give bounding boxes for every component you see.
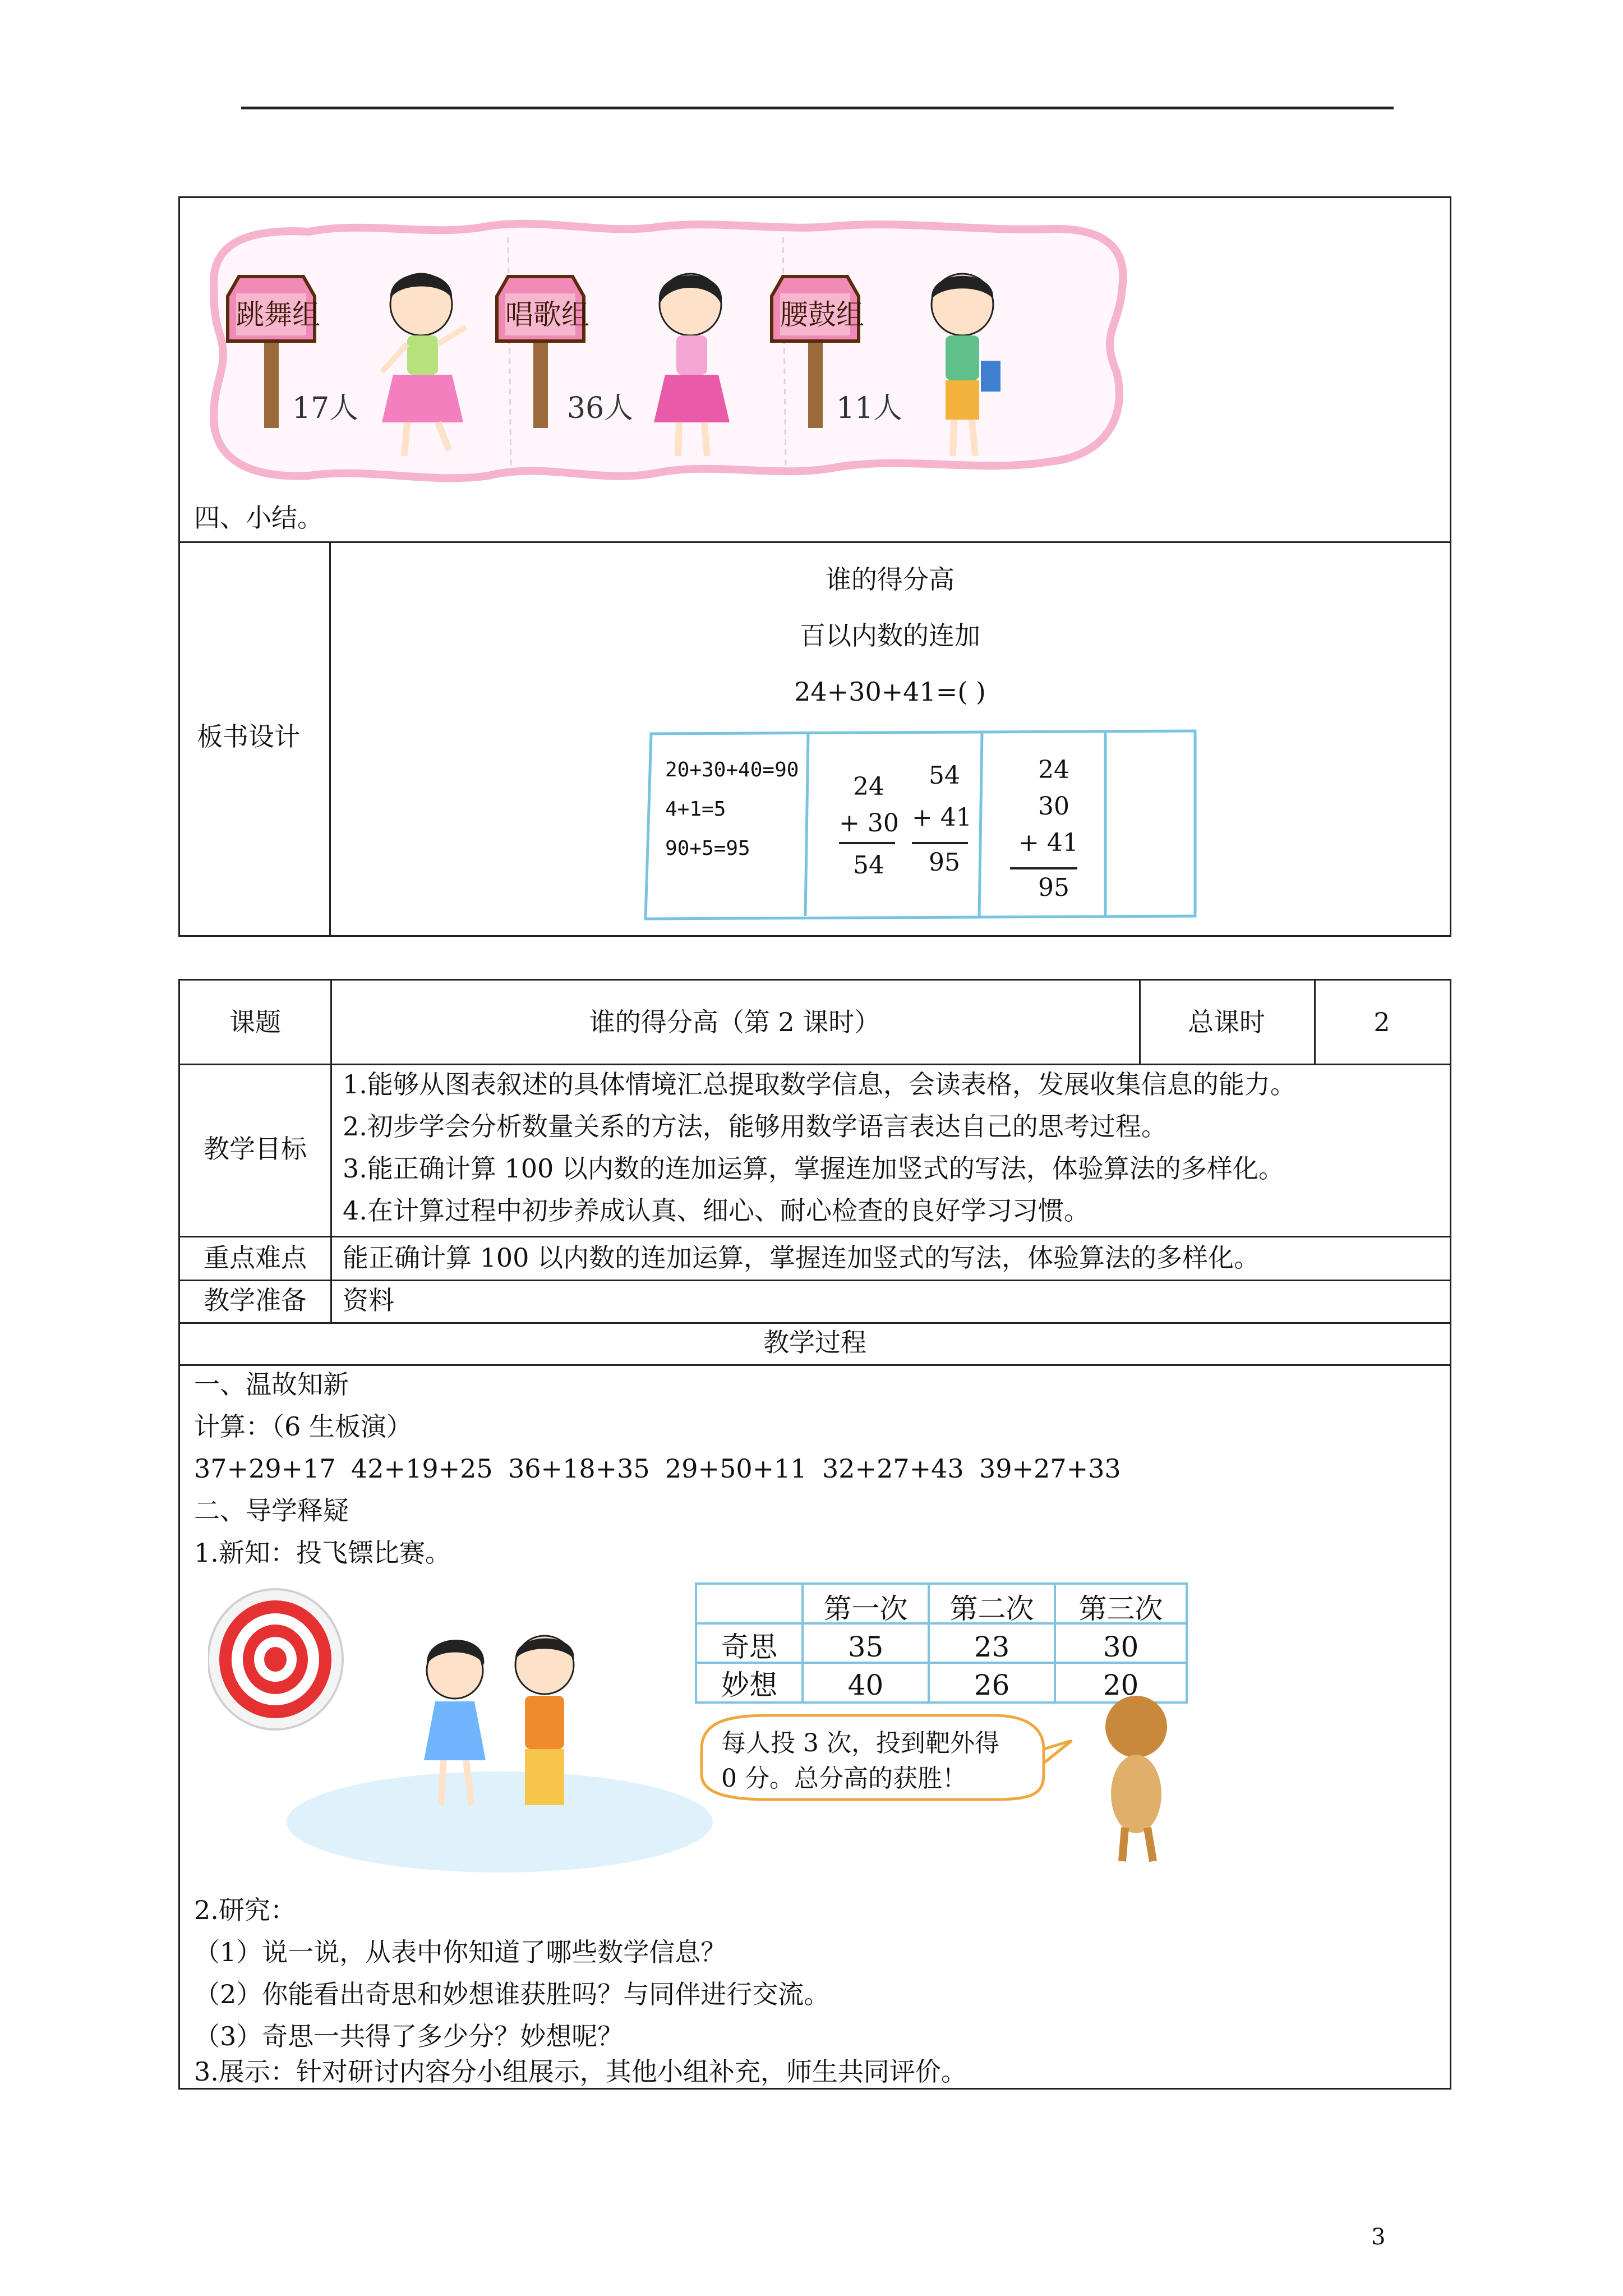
score-row1-2: 23	[974, 1631, 1010, 1663]
goals-label: 教学目标	[204, 1134, 307, 1164]
section-guide: 二、导学释疑	[194, 1496, 349, 1526]
research-heading: 2.研究：	[194, 1895, 296, 1925]
goal-1: 1.能够从图表叙述的具体情境汇总提取数学信息，会读表格，发展收集信息的能力。	[343, 1069, 1296, 1099]
sign-label-sing: 唱歌组	[505, 298, 589, 331]
lesson-table	[178, 979, 1451, 2090]
card2b-mid: + 41	[912, 803, 972, 832]
topic-value: 谁的得分高（第 2 课时）	[589, 1007, 880, 1037]
sign-label-drum: 腰鼓组	[780, 298, 864, 331]
prep-value: 资料	[343, 1285, 394, 1315]
card2a-mid: + 30	[839, 809, 899, 838]
goal-4: 4.在计算过程中初步养成认真、细心、耐心检查的良好学习习惯。	[343, 1195, 1090, 1226]
card3-line1: 24	[1038, 756, 1069, 784]
groups-illustration	[197, 215, 1139, 495]
card1-line2: 4+1=5	[665, 798, 726, 821]
score-row2-1: 40	[847, 1669, 884, 1701]
speech-line1: 每人投 3 次，投到靶外得	[721, 1729, 999, 1757]
expr-2: 42+19+25	[351, 1453, 493, 1484]
calc-instruction: 计算：（6 生板演）	[194, 1411, 412, 1442]
score-row2-2: 26	[974, 1669, 1010, 1701]
card3-line3: + 41	[1018, 829, 1078, 857]
hours-label: 总课时	[1188, 1007, 1265, 1037]
expr-4: 29+50+11	[665, 1453, 807, 1484]
score-row1-name: 奇思	[721, 1631, 777, 1663]
summary-heading: 四、小结。	[194, 503, 323, 533]
page-number: 3	[1371, 2224, 1386, 2250]
card1-line1: 20+30+40=90	[665, 758, 799, 781]
question-3: （3）奇思一共得了多少分？妙想呢？	[194, 2021, 624, 2051]
topic-label: 课题	[229, 1007, 281, 1037]
goal-2: 2.初步学会分析数量关系的方法，能够用数学语言表达自己的思考过程。	[343, 1111, 1167, 1142]
score-header-2: 第二次	[949, 1593, 1034, 1625]
card3-sum: 95	[1038, 873, 1069, 902]
card2b-sum: 95	[929, 848, 960, 877]
question-1: （1）说一说，从表中你知道了哪些数学信息？	[194, 1937, 727, 1967]
score-row2-3: 20	[1103, 1669, 1139, 1701]
score-header-3: 第三次	[1078, 1593, 1163, 1625]
score-header-1: 第一次	[823, 1593, 908, 1625]
score-row2-name: 妙想	[721, 1669, 777, 1701]
expr-3: 36+18+35	[508, 1453, 650, 1484]
card2a-sum: 54	[853, 851, 884, 880]
sign-label-dance: 跳舞组	[236, 298, 320, 331]
new-knowledge: 1.新知：投飞镖比赛。	[194, 1538, 451, 1568]
process-label: 教学过程	[763, 1327, 866, 1358]
board-label: 板书设计	[197, 721, 300, 752]
expr-1: 37+29+17	[194, 1453, 336, 1484]
expr-6: 39+27+33	[979, 1453, 1121, 1484]
card3-line2: 30	[1038, 792, 1069, 821]
count-dance: 17人	[292, 392, 359, 425]
goal-3: 3.能正确计算 100 以内数的连加运算，掌握连加竖式的写法，体验算法的多样化。	[343, 1153, 1284, 1184]
card2b-top: 54	[929, 761, 960, 790]
showcase: 3.展示：针对研讨内容分小组展示，其他小组补充，师生共同评价。	[194, 2056, 967, 2087]
header-rule	[241, 107, 1394, 109]
board-table	[178, 196, 1451, 937]
key-label: 重点难点	[204, 1243, 307, 1273]
board-equation: 24+30+41=( )	[794, 677, 986, 707]
count-drum: 11人	[836, 392, 903, 425]
board-title: 谁的得分高	[826, 564, 955, 595]
card1-line3: 90+5=95	[665, 837, 750, 860]
score-row1-1: 35	[847, 1631, 884, 1663]
section-review: 一、温故知新	[194, 1369, 349, 1400]
card2a-top: 24	[853, 772, 884, 801]
board-subtitle: 百以内数的连加	[800, 620, 980, 651]
score-row1-3: 30	[1103, 1631, 1139, 1663]
question-2: （2）你能看出奇思和妙想谁获胜吗？与同伴进行交流。	[194, 1979, 830, 2009]
prep-label: 教学准备	[204, 1285, 307, 1315]
key-value: 能正确计算 100 以内数的连加运算，掌握连加竖式的写法，体验算法的多样化。	[343, 1243, 1260, 1273]
speech-line2: 0 分。总分高的获胜！	[721, 1764, 967, 1793]
count-sing: 36人	[567, 392, 634, 425]
hours-value: 2	[1373, 1007, 1390, 1037]
expr-5: 32+27+43	[822, 1453, 964, 1484]
